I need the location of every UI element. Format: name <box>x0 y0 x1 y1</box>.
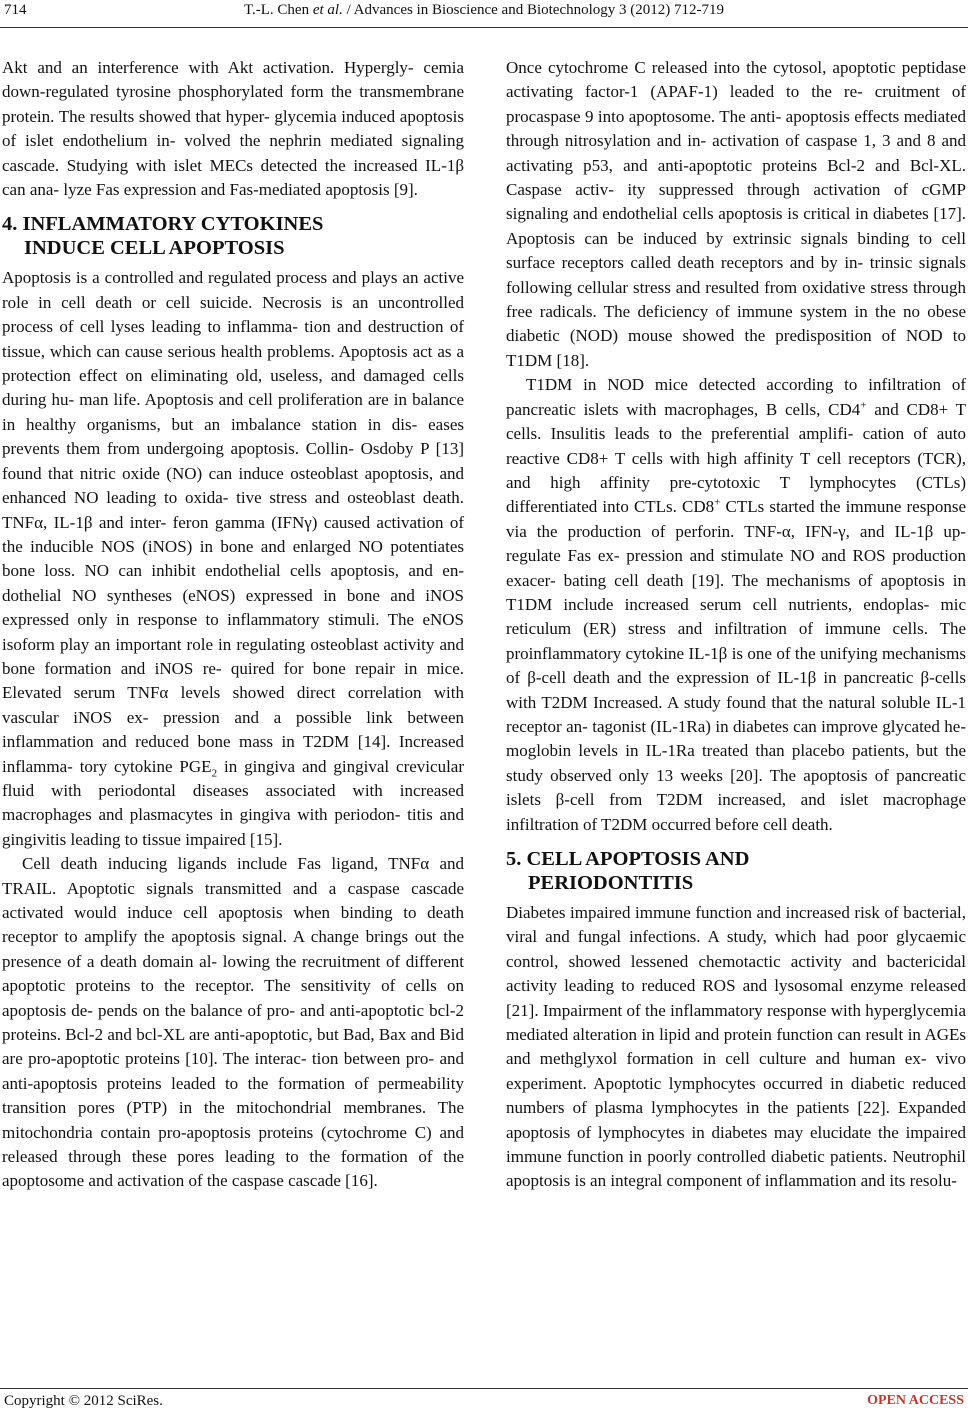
paragraph-death-ligands: Cell death inducing ligands include Fas ligand, TNFα and TRAIL. Apoptotic signals transmitted and a caspase cascade activated would induce cell apoptosis when binding to death receptor to amplify the apoptosis signal. A change brings out the presence of a death domain al- lowing the recruitment of different apoptotic proteins to the receptor. The sensitivity of cells on apoptosis de- pends on the balance of pro- and anti-apoptotic bcl-2 proteins. Bcl-2 and bcl-XL are anti-apoptotic, but Bad, Bax and Bid are pro-apoptotic proteins [10]. The interac- tion between pro- and anti-apoptosis proteins leaded to the formation of permeability transition pores (PTP) in the mitochondrial membranes. The mitochondria contain pro-apoptosis proteins (cytochrome C) and released through these pores leading to the formation of the apoptosome and activation of the caspase cascade [16]. <box>2 854 464 1191</box>
paragraph-t1dm-text-c: CTLs started the immune response via the production of perforin. TNF-α, IFN-γ, and IL-1β up-regulate Fas ex- pression and stimulate NO and ROS production exacer- bating cell death [19]. The mechanisms of apoptosis in T1DM include increased serum cell nutrients, endoplas- mic reticulum (ER) stress and infiltration of immune cells. The proinflammatory cytokine IL-1β is one of the unifying mechanisms of β-cell death and the expression of IL-1β in pancreatic β-cells with T2DM Increased. A study found that the natural soluble IL-1 receptor an- tagonist (IL-1Ra) in diabetes can improve glycated he- moglobin levels in IL-1Ra treated than placebo patients, but the study observed only 13 weeks [20]. The apoptosis of pancreatic islets β-cell from T2DM increased, and islet macrophage infiltration of T2DM occurred before cell death. <box>506 497 966 834</box>
paragraph-t1dm-text-b: and CD8+ T cells. Insulitis leads to the preferential amplifi- cation of auto reactive CD8+ T cells with high affinity T cell receptors (TCR), and high affinity pre-cytotoxic T lymphocytes (CTLs) differentiated into CTLs. CD8 <box>506 399 966 517</box>
section-4-heading <box>2 212 464 260</box>
pge-subscript: 2 <box>211 766 218 779</box>
header-rule <box>0 27 968 28</box>
paragraph-continued: Akt and an interference with Akt activation. Hypergly- cemia down-regulated tyrosine phosphorylated form the transmembrane protein. The results showed that hyper- glycemia induced apoptosis of islet endothelium in- volved the nephrin mediated signaling cascade. Studying with islet MECs detected the increased IL-1β can ana- lyze Fas expression and Fas-mediated apoptosis [9]. <box>2 58 464 200</box>
paragraph-apoptosis-text: Apoptosis is a controlled and regulated process and plays an active role in cell death or cell suicide. Necrosis is an uncontrolled process of cell lyses leading to inflamma- tion and destruction of tissue, which can cause serious health problems. Apoptosis act as a protection effect on eliminating old, useless, and damaged cells during hu- man life. Apoptosis and cell proliferation are in balance in healthy organisms, but an imbalance station in dis- eases prevents them from undergoing apoptosis. Collin- Osdoby P [13] found that nitric oxide (NO) can induce osteoblast apoptosis, and enhanced NO leading to oxida- tive stress and osteoblast death. TNFα, IL-1β and inter- feron gamma (IFNγ) caused activation of the inducible NOS (iNOS) in bone and enlarged NO potentiates bone loss. NO can inhibit endothelial cells apoptosis, and en- dothelial NO syntheses (eNOS) expressed in bone and iNOS expressed only in response to inflammatory stimuli. The eNOS isoform play an important role in regulating osteoblast activity and bone formation and iNOS re- quired for bone repair in mice. Elevated serum TNFα levels showed direct correlation with vascular iNOS ex- pression and a possible link between inflammation and reduced bone mass in T2DM [14]. Increased inflamma- tory cytokine PGE <box>2 268 464 776</box>
section-4-heading-line1: 4. INFLAMMATORY CYTOKINES <box>2 213 324 236</box>
section-5-heading-line1: 5. CELL APOPTOSIS AND <box>506 848 750 870</box>
cd8-superscript: + <box>714 496 721 509</box>
left-column <box>2 56 464 1194</box>
copyright-notice: Copyright © 2012 SciRes. <box>4 1393 163 1409</box>
section-5-heading-line2: PERIODONTITIS <box>528 872 694 894</box>
paragraph-apoptosis-text-cont: in gingiva and gingival crevicular fluid with periodontal diseases associated with increased macrophages and plasmacytes in gingiva with periodon- titis and gingivitis leading to tissue impaired [15]. <box>2 756 464 849</box>
running-head-journal: / Advances in Bioscience and Biotechnology 3 (2012) 712-719 <box>346 2 725 18</box>
running-head <box>0 2 968 19</box>
right-column <box>506 56 966 1194</box>
paragraph-t1dm-text-a: T1DM in NOD mice detected according to infiltration of pancreatic islets with macrophages, B cells, CD4 <box>506 375 966 419</box>
paragraph-cytochrome: Once cytochrome C released into the cytosol, apoptotic peptidase activating factor-1 (APAF-1) leaded to the re- cruitment of procaspase 9 into apoptosome. The anti- apoptosis effects mediated through nitrosylation and in- activation of caspase 1, 3 and 8 and activating p53, and anti-apoptotic proteins Bcl-2 and Bcl-XL. Caspase activ- ity suppressed through activation of cGMP signaling and endothelial cells apoptosis is critical in diabetes [17]. Apoptosis can be induced by extrinsic signals binding to cell surface receptors called death receptors and by in- trinsic signals following cellular stress and resulted from oxidative stress through free radicals. The deficiency of immune system in the no obese diabetic (NOD) mouse showed the predisposition of NOD to T1DM [18]. <box>506 58 966 370</box>
paragraph-immune-function: Diabetes impaired immune function and increased risk of bacterial, viral and fungal infections. A study, which had poor glycaemic control, showed lessened chemotactic activity and bactericidal activity leading to reduced ROS and lysosomal enzyme released [21]. Impairment of the inflammatory response with hyperglycemia mediated alteration in lipid and protein function can result in AGEs and methglyxol formation in cell culture and human ex- vivo experiment. Apoptotic lymphocytes occurred in diabetic reduced numbers of plasma lymphocytes in the patients [22]. Expanded apoptosis of lymphocytes in diabetes may elucidate the impaired immune function in poorly controlled diabetic patients. Neutrophil apoptosis is an integral component of inflammation and its resolu- <box>506 903 966 1191</box>
page-header <box>0 2 968 26</box>
footer-rule <box>0 1388 968 1389</box>
running-head-et-al: et al. <box>312 2 343 18</box>
section-5-heading <box>506 847 966 895</box>
paragraph-t1dm <box>506 373 966 837</box>
page-number: 714 <box>4 2 27 18</box>
open-access-label: OPEN ACCESS <box>867 1393 964 1408</box>
section-4-heading-line2: INDUCE CELL APOPTOSIS <box>24 237 285 260</box>
paragraph-apoptosis <box>2 266 464 852</box>
running-head-authors: T.-L. Chen <box>243 2 310 18</box>
cd4-superscript: + <box>860 399 867 412</box>
